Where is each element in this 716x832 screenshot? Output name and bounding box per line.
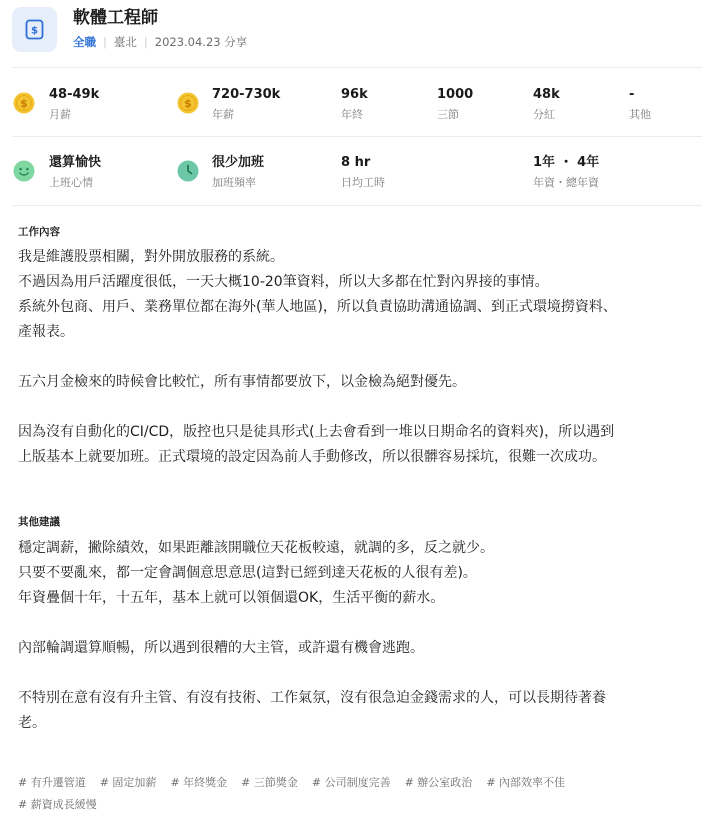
section-title-advice: 其他建議 (18, 516, 60, 528)
tag-item[interactable]: # 年終獎金 (170, 776, 228, 789)
tag-item[interactable]: # 內部效率不佳 (486, 776, 566, 789)
work-daily-hours: 8 hr 日均工時 (341, 155, 385, 189)
salary-festival: 1000 三節 (437, 87, 474, 121)
divider (12, 67, 702, 68)
salary-other: - 其他 (629, 87, 651, 121)
svg-text:$: $ (184, 97, 192, 110)
job-location: 臺北 (113, 35, 137, 49)
work-seniority: 1年 ・ 4年 年資・總年資 (533, 155, 600, 189)
coin-icon (13, 92, 35, 114)
tag-list (18, 775, 708, 819)
tag-item[interactable]: # 固定加薪 (99, 776, 157, 789)
tag-item[interactable]: # 三節獎金 (241, 776, 298, 789)
smile-icon (13, 160, 35, 182)
tag-item[interactable]: # 有升遷管道 (18, 776, 86, 789)
work-overtime: 很少加班 加班頻率 (212, 155, 265, 189)
salary-bonus: 96k 年終 (341, 87, 368, 121)
salary-yearly: 720-730k 年薪 (212, 87, 281, 121)
advice-body: 穩定調薪，撇除績效，如果距離該開職位天花板較遠，就調的多，反之就少。 只要不要亂來，都一定會調個意思意思(這對已經到達天花板的人很有差)。 年資疊個十年，十五年，基本上就可以領個還OK，生活平衡的薪水。 內部輪調還算順暢，所以遇到很糟的大主管，或許還有機會逃跑。 不特別在意有沒有升主管、有沒有技術、工作氣氛，沒有很急迫金錢需求的人，可以長期待著養 老。 (18, 540, 606, 731)
tag-item[interactable]: # 薪資成長緩慢 (18, 798, 97, 811)
tag-item[interactable]: # 辦公室政治 (404, 776, 473, 789)
share-date: 2023.04.23 分享 (154, 35, 248, 49)
employment-type: 全職 (73, 35, 96, 49)
job-meta: 全職 | 臺北 | 2023.04.23 分享 (73, 35, 248, 49)
job-title: 軟體工程師 (73, 8, 158, 28)
divider (12, 136, 702, 137)
section-title-content: 工作內容 (18, 226, 60, 238)
tag-item[interactable]: # 公司制度完善 (311, 776, 391, 789)
salary-monthly: 48-49k 月薪 (49, 87, 100, 121)
clock-icon (177, 160, 199, 182)
svg-text:$: $ (31, 25, 38, 37)
dollar-document-icon (12, 7, 57, 52)
content-body: 我是維護股票相關，對外開放服務的系統。 不過因為用戶活躍度很低，一天大概10-20筆資料，所以大多都在忙對內界接的事情。 系統外包商、用戶、業務單位都在海外(華人地區)，所以負責協助溝通協調、到正式環境撈資料、 產報表。 五六月金檢來的時候會比較忙，所有事情都要放下，以金檢為絕對優先。 因為沒有自動化的CI/CD，版控也只是徒具形式(上去會看到一堆以日期命名的資料夾)，所以遇到 上版基本上就要加班。正式環境的設定因為前人手動修改，所以很髒容易採坑，很難一次成功。 (18, 249, 617, 465)
svg-text:$: $ (20, 97, 28, 110)
work-mood: 還算愉快 上班心情 (49, 155, 102, 189)
divider (12, 205, 702, 206)
coin-icon (177, 92, 199, 114)
job-header (12, 7, 702, 53)
salary-dividend: 48k 分紅 (533, 87, 560, 121)
